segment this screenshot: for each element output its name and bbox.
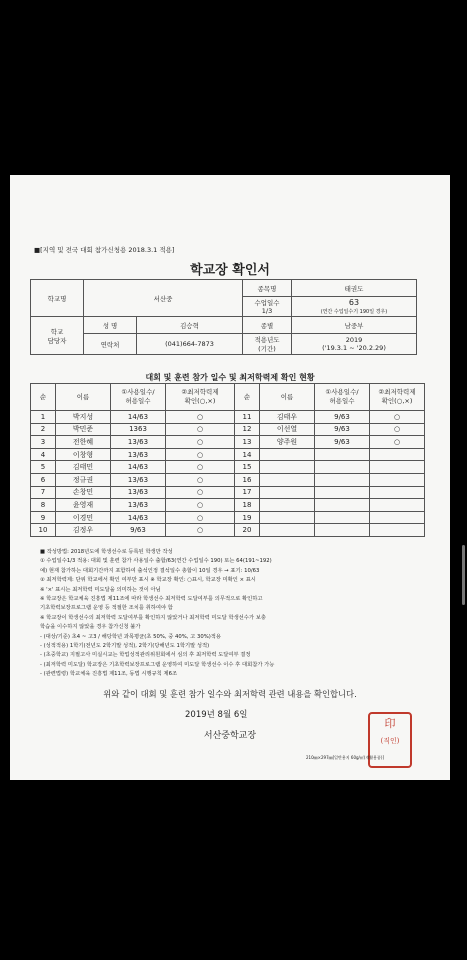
note-line: 예) 현재 참가하는 대회기간까지 포함하여 출석인정 결석일수 총합이 10일 경우 → 표기: 10/63 — [40, 567, 260, 574]
note-line: ② 최저학력제: 단위 학교에서 확인 여부만 표시 ※ 학교장 확인: ○표시, 학교장 미확인 × 표시 — [40, 577, 256, 584]
notes-section — [40, 548, 440, 680]
student-name: 전한혜 — [56, 436, 111, 449]
days-used — [315, 448, 370, 461]
days-used — [315, 511, 370, 524]
table-row — [31, 448, 425, 461]
contact-value: (041)664-7873 — [137, 334, 243, 355]
days-used — [315, 486, 370, 499]
note-line: - (대상/기준) 초4 ~ 고3 / 해당학년 과목평균(초 50%, 중 40%, 고 30%)적용 — [40, 633, 222, 640]
row-number: 17 — [235, 486, 260, 499]
row-number: 4 — [31, 448, 56, 461]
note-line: ※ 학교장이 학생선수의 최저학력 도달여부를 확인하지 않았거나 최저학력 미도달 학생선수가 보충 — [40, 614, 266, 621]
table-row — [31, 511, 425, 524]
row-number: 18 — [235, 499, 260, 512]
contact-label: 연락처 — [84, 334, 137, 355]
days-used — [315, 499, 370, 512]
days-used: 14/63 — [111, 411, 166, 424]
roster-body — [31, 411, 425, 537]
student-name: 손창민 — [56, 486, 111, 499]
academic-check — [370, 448, 425, 461]
student-name: 김태우 — [260, 411, 315, 424]
academic-check — [370, 473, 425, 486]
student-name — [260, 448, 315, 461]
row-number: 15 — [235, 461, 260, 474]
days-used — [315, 473, 370, 486]
days-value: 63 (연간 수업일수기 190일 경우) — [292, 297, 417, 317]
days-used: 14/63 — [111, 511, 166, 524]
row-number: 11 — [235, 411, 260, 424]
row-number: 14 — [235, 448, 260, 461]
table-row — [31, 436, 425, 449]
academic-check: ○ — [370, 411, 425, 424]
student-name: 윤영재 — [56, 499, 111, 512]
days-used: 13/63 — [111, 473, 166, 486]
academic-check: ○ — [166, 461, 235, 474]
table-row — [31, 486, 425, 499]
info-table — [30, 279, 417, 355]
days-used: 1363 — [111, 423, 166, 436]
row-number: 10 — [31, 524, 56, 537]
note-line: ※ '×' 표시는 최저학력 미도달을 의미하는 것이 아님 — [40, 586, 161, 593]
days-used: 13/63 — [111, 448, 166, 461]
col-name: 이름 — [56, 384, 111, 411]
academic-check: ○ — [166, 473, 235, 486]
sign-date: 2019년 8월 6일 — [185, 710, 248, 720]
academic-check: ○ — [166, 511, 235, 524]
table-row — [31, 499, 425, 512]
days-used: 13/63 — [111, 436, 166, 449]
academic-check: ○ — [166, 411, 235, 424]
note-line: 학습을 이수하지 않았을 경우 참가신청 불가 — [40, 624, 141, 631]
col-academic: ②최저학력제 확인(○,×) — [370, 384, 425, 411]
row-number: 9 — [31, 511, 56, 524]
status-bar — [0, 0, 467, 40]
row-number: 13 — [235, 436, 260, 449]
academic-check: ○ — [166, 436, 235, 449]
row-number: 6 — [31, 473, 56, 486]
school-name: 서산중 — [84, 280, 243, 317]
note-line: ※ 학교장은 학교체육 진흥법 제11조에 따라 학생선수 최저학력 도달여부를 의무적으로 확인하고 — [40, 596, 263, 603]
academic-check — [370, 486, 425, 499]
note-line: 기초학력보장프로그램 운영 등 적절한 조치를 취하여야 함 — [40, 605, 173, 612]
year-value: 2019 ('19.3.1 ~ '20.2.29) — [292, 334, 417, 355]
school-label: 학교명 — [31, 280, 84, 317]
col-name: 이름 — [260, 384, 315, 411]
table-row — [31, 524, 425, 537]
table-row — [31, 473, 425, 486]
academic-check: ○ — [166, 524, 235, 537]
days-used: 9/63 — [315, 411, 370, 424]
roster-table — [30, 383, 425, 537]
row-number: 3 — [31, 436, 56, 449]
table-row — [31, 411, 425, 424]
note-line: - (최저학력 미도달) 학교장은 기초학력보장프로그램 운영하여 미도달 학생선수 이수 후 대회참가 가능 — [40, 661, 275, 668]
row-number: 12 — [235, 423, 260, 436]
name-value: 김승혁 — [137, 317, 243, 334]
days-used — [315, 461, 370, 474]
note-line: - (초중학교) 지필고사 미실시교는 학업성적관리위원회에서 심의 후 최저학력 도달여부 결정 — [40, 652, 251, 659]
student-name: 정규권 — [56, 473, 111, 486]
days-used — [315, 524, 370, 537]
days-used: 13/63 — [111, 486, 166, 499]
student-name — [260, 473, 315, 486]
academic-check: ○ — [166, 486, 235, 499]
row-number: 5 — [31, 461, 56, 474]
academic-check — [370, 499, 425, 512]
student-name: 김정우 — [56, 524, 111, 537]
days-used: 13/63 — [111, 499, 166, 512]
header-note: ■[지역 및 전국 대회 참가신청용 2018.3.1 적용] — [34, 246, 175, 254]
name-label: 성 명 — [84, 317, 137, 334]
academic-check: ○ — [370, 423, 425, 436]
note-line: - (성적적용) 1학기(전년도 2학기말 성적), 2학기(당해년도 1학기말 성적) — [40, 643, 210, 650]
principal-signature: 서산중학교장 — [203, 731, 257, 741]
confirm-statement: 위와 같이 대회 및 훈련 참가 일수와 최저학력 관련 내용을 확인합니다. — [103, 689, 357, 699]
row-number: 7 — [31, 486, 56, 499]
section-title: 대회 및 훈련 참가 일수 및 최저학력제 확인 현황 — [145, 373, 315, 382]
row-number: 2 — [31, 423, 56, 436]
academic-check — [370, 511, 425, 524]
student-name — [260, 499, 315, 512]
academic-check: ○ — [166, 423, 235, 436]
row-number: 19 — [235, 511, 260, 524]
days-used: 9/63 — [315, 436, 370, 449]
division-value: 남중부 — [292, 317, 417, 334]
edge-panel-handle[interactable] — [462, 545, 465, 605]
student-name: 박민준 — [56, 423, 111, 436]
col-days: ①사용일수/ 허용일수 — [315, 384, 370, 411]
document-title: 학교장 확인서 — [190, 263, 270, 278]
row-number: 1 — [31, 411, 56, 424]
col-academic: ②최저학력제 확인(○,×) — [166, 384, 235, 411]
student-name — [260, 486, 315, 499]
event-label: 종목명 — [243, 280, 292, 297]
days-used: 9/63 — [315, 423, 370, 436]
student-name: 이창형 — [56, 448, 111, 461]
academic-check — [370, 461, 425, 474]
event-value: 태권도 — [292, 280, 417, 297]
note-line: ① 수업일수1/3 적용: 대회 및 훈련 참가 사용일수 출합/63(연간 수업일수 190) 또는 64(191~192) — [40, 558, 272, 565]
days-used: 14/63 — [111, 461, 166, 474]
row-number: 8 — [31, 499, 56, 512]
paper-spec-note: 210㎜×297㎜[일반용지 60g/㎡(재활용품)] — [306, 755, 385, 760]
days-label: 수업일수 1/3 — [243, 297, 292, 317]
student-name — [260, 461, 315, 474]
student-name: 양주원 — [260, 436, 315, 449]
note-line: - (관련법령) 학교체육 진흥법 제11조, 동법 시행규칙 제6조 — [40, 671, 178, 678]
official-seal: 印 (직인) — [368, 712, 412, 768]
table-row — [31, 423, 425, 436]
division-label: 종별 — [243, 317, 292, 334]
student-name — [260, 511, 315, 524]
col-days: ①사용일수/ 허용일수 — [111, 384, 166, 411]
student-name: 김태민 — [56, 461, 111, 474]
row-number: 20 — [235, 524, 260, 537]
academic-check: ○ — [370, 436, 425, 449]
col-no: 순 — [31, 384, 56, 411]
student-name: 이선열 — [260, 423, 315, 436]
document-page — [10, 175, 450, 780]
col-no: 순 — [235, 384, 260, 411]
table-row — [31, 461, 425, 474]
academic-check: ○ — [166, 448, 235, 461]
academic-check: ○ — [166, 499, 235, 512]
student-name: 이경민 — [56, 511, 111, 524]
year-label: 적용년도 (기간) — [243, 334, 292, 355]
student-name — [260, 524, 315, 537]
row-number: 16 — [235, 473, 260, 486]
note-line: ■ 작성방법: 2018년도에 학생선수로 등록된 학생만 작성 — [40, 549, 173, 555]
student-name: 박지성 — [56, 411, 111, 424]
days-used: 9/63 — [111, 524, 166, 537]
academic-check — [370, 524, 425, 537]
manager-label: 학교 담당자 — [31, 317, 84, 355]
